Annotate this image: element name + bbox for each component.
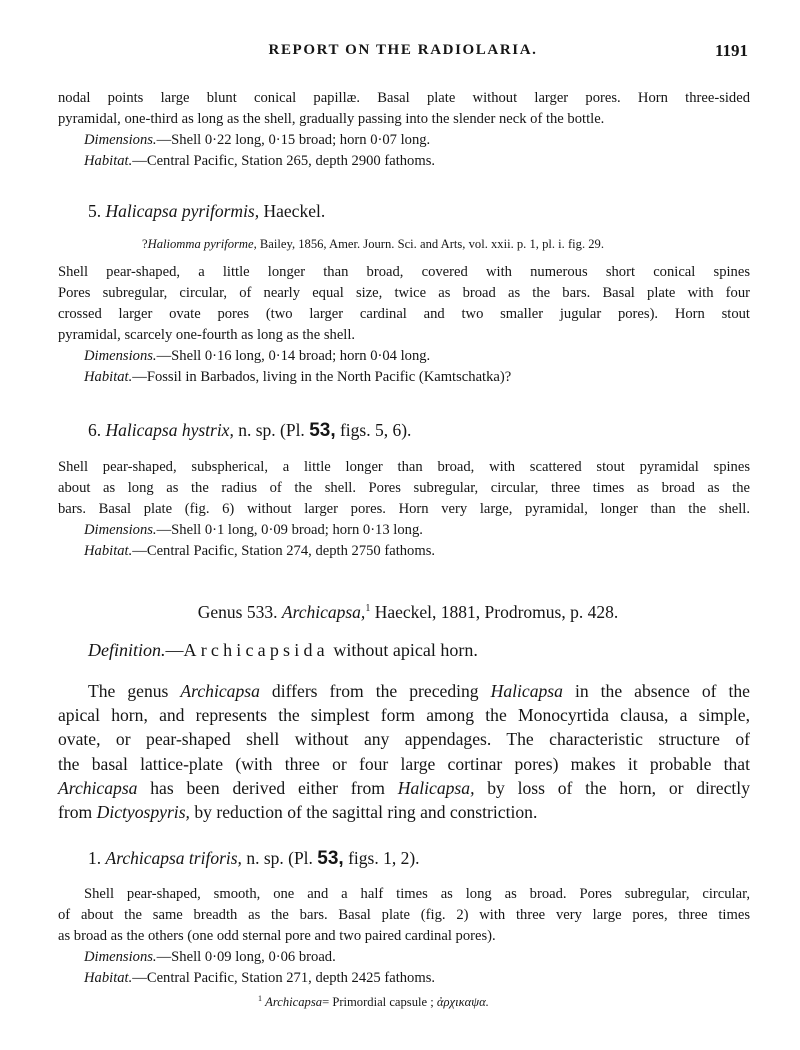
dimensions-label: Dimensions.: [84, 522, 157, 538]
description-line: Shell pear-shaped, a little longer than broad, covered with numerous short conical spines: [58, 264, 750, 280]
footnote-mark: 1: [365, 603, 371, 614]
footnote-definition: = Primordial capsule ;: [322, 995, 434, 1010]
text-run: has been derived either from: [150, 777, 385, 798]
species-author: Haeckel.: [263, 201, 326, 221]
species-name: Halicapsa hystrix,: [105, 420, 234, 440]
paragraph-line: apical horn, and represents the simplest form among the Monocyrtida clausa, a simple,: [58, 705, 750, 726]
habitat-text: —Fossil in Barbados, living in the North Pacific (Kamtschatka)?: [132, 369, 512, 385]
ref-prefix: ?: [142, 237, 148, 251]
species-number: 6.: [88, 420, 102, 440]
species-author: n. sp. (Pl.: [238, 420, 305, 440]
continued-description: [58, 88, 750, 172]
species-number: 1.: [88, 848, 102, 868]
species-heading: [58, 418, 750, 443]
synonym-reference: [58, 235, 750, 253]
dimensions-text: —Shell 0·22 long, 0·15 broad; horn 0·07 long.: [156, 132, 431, 148]
paragraph-line: [58, 776, 750, 800]
genus-heading: [58, 597, 750, 624]
running-title: REPORT ON THE RADIOLARIA.: [268, 42, 538, 58]
description-line: about as long as the radius of the shell. Pores subregular, circular, three times as broad as the: [58, 480, 750, 496]
description-line: crossed larger ovate pores (two larger cardinal and two smaller jugular pores). Horn stout: [58, 306, 750, 322]
dimensions: [58, 520, 750, 541]
species-6: [58, 418, 750, 443]
habitat: [58, 968, 750, 989]
dimensions-label: Dimensions.: [84, 132, 157, 148]
text-run: from: [58, 802, 93, 823]
page-header: [58, 42, 748, 66]
definition-label: Definition.: [88, 640, 166, 660]
genus-name-italic: Dictyospyris,: [96, 802, 190, 823]
text-run: in the absence of the: [574, 681, 750, 701]
footnote-mark: 1: [258, 994, 262, 1003]
footnote-text: [58, 990, 750, 1011]
paragraph-line: [58, 679, 750, 703]
habitat-text: —Central Pacific, Station 271, depth 2425 fathoms.: [132, 970, 436, 986]
description-line: nodal points large blunt conical papillæ. Basal plate without larger pores. Horn three-sided: [58, 90, 750, 106]
ref-name: Haliomma pyriforme,: [147, 237, 257, 251]
description-line: of about the same breadth as the bars. Basal plate (fig. 2) with three very large pores, three times: [58, 907, 750, 923]
habitat-text: —Central Pacific, Station 265, depth 2900 fathoms.: [132, 153, 436, 169]
genus-name-italic: Halicapsa,: [397, 777, 475, 798]
species-5: [58, 199, 750, 223]
habitat-label: Habitat.: [84, 970, 133, 986]
plate-number: 53,: [309, 420, 336, 441]
dimensions-label: Dimensions.: [84, 949, 157, 965]
habitat-label: Habitat.: [84, 153, 133, 169]
species-name: Archicapsa triforis,: [105, 848, 242, 868]
footnote-greek: ἀρχικαψα.: [436, 995, 489, 1010]
genus-name-italic: Halicapsa: [490, 681, 563, 701]
paragraph-line: ovate, or pear-shaped shell without any appendages. The characteristic structure of: [58, 729, 750, 750]
figure-ref: figs. 5, 6).: [339, 420, 412, 440]
figure-ref: figs. 1, 2).: [348, 848, 420, 868]
habitat-label: Habitat.: [84, 369, 133, 385]
habitat: [58, 367, 750, 388]
genus-authority: Haeckel, 1881, Prodromus, p. 428.: [374, 601, 619, 622]
definition-group: Archicapsida: [183, 640, 329, 660]
genus-name: Archicapsa,: [281, 601, 366, 622]
dimensions: [58, 346, 750, 367]
species-5-body: [58, 262, 750, 388]
genus-name-italic: Archicapsa: [58, 777, 138, 798]
definition-text: without apical horn.: [333, 640, 478, 660]
genus-definition-block: [58, 637, 750, 663]
species-number: 5.: [88, 201, 102, 221]
dimensions-text: —Shell 0·09 long, 0·06 broad.: [156, 949, 336, 965]
dimensions-text: —Shell 0·16 long, 0·14 broad; horn 0·04 long.: [156, 348, 431, 364]
text-run: by loss of the horn, or directly: [487, 777, 750, 798]
description-line: as broad as the others (one odd sternal pore and two paired cardinal pores).: [58, 928, 496, 944]
paragraph-line: the basal lattice-plate (with three or four large cortinar pores) makes it probable that: [58, 753, 750, 774]
text-run: differs from the preceding: [271, 681, 479, 701]
description-line: pyramidal, scarcely one-fourth as long as the shell.: [58, 327, 356, 343]
footnote: [58, 990, 750, 1011]
genus-definition: [58, 637, 750, 663]
genus-heading-block: [58, 597, 750, 624]
habitat-label: Habitat.: [84, 543, 133, 559]
text-run: The genus: [88, 681, 169, 701]
dimensions: [58, 947, 750, 968]
description-line: Shell pear-shaped, subspherical, a little longer than broad, with scattered stout pyramidal spines: [58, 459, 750, 475]
ref-text: Bailey, 1856, Amer. Journ. Sci. and Arts, vol. xxii. p. 1, pl. i. fig. 29.: [259, 237, 604, 251]
page-number: 1191: [714, 41, 748, 60]
species-heading: [58, 199, 750, 223]
habitat: [58, 151, 750, 172]
dimensions-text: —Shell 0·1 long, 0·09 broad; horn 0·13 long.: [156, 522, 423, 538]
footnote-term: Archicapsa: [265, 995, 323, 1010]
genus-paragraph: [58, 679, 750, 824]
description-line: Pores subregular, circular, of nearly equal size, twice as broad as the bars. Basal plate with four: [58, 285, 750, 301]
habitat: [58, 541, 750, 562]
dimensions-label: Dimensions.: [84, 348, 157, 364]
definition-dash: —: [165, 640, 184, 660]
description-line: bars. Basal plate (fig. 6) without larger pores. Horn very large, pyramidal, longer than the shell.: [58, 501, 750, 517]
dimensions: [58, 130, 750, 151]
text-run: by reduction of the sagittal ring and constriction.: [194, 802, 538, 823]
species-1-body: [58, 884, 750, 989]
species-author: n. sp. (Pl.: [246, 848, 313, 868]
species-5-reference: [58, 235, 750, 253]
species-6-body: [58, 457, 750, 562]
species-name: Halicapsa pyriformis,: [105, 201, 260, 221]
paragraph-line: [58, 800, 750, 824]
plate-number: 53,: [317, 848, 344, 869]
species-1: [58, 846, 750, 871]
description-line: pyramidal, one-third as long as the shell, gradually passing into the slender neck of the bottle.: [58, 111, 605, 127]
species-heading: [58, 846, 750, 871]
habitat-text: —Central Pacific, Station 274, depth 2750 fathoms.: [132, 543, 436, 559]
genus-name-italic: Archicapsa: [180, 681, 260, 701]
genus-number: Genus 533.: [197, 601, 278, 622]
description-line: Shell pear-shaped, smooth, one and a half times as long as broad. Pores subregular, circular,: [84, 886, 750, 902]
